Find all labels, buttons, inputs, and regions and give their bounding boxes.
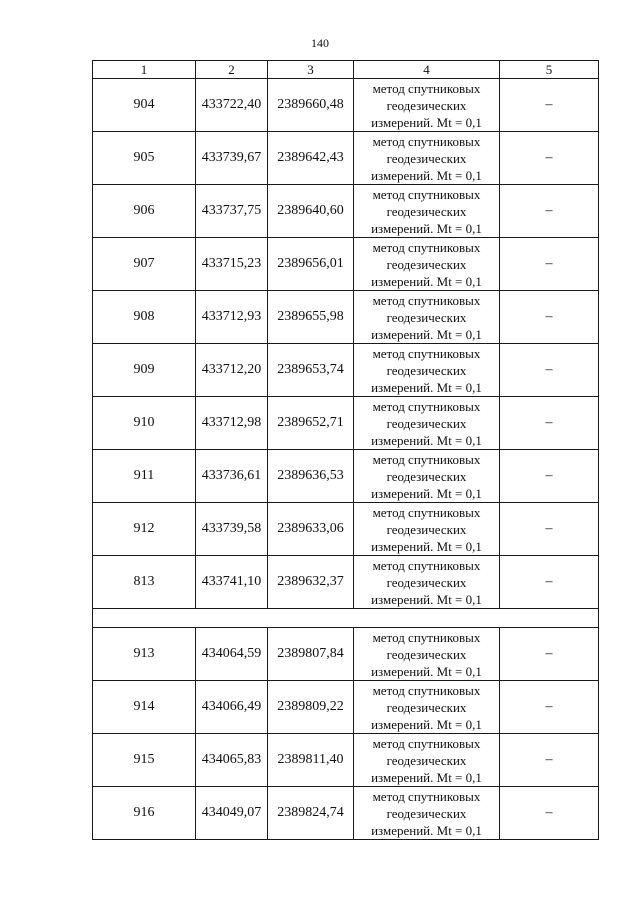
method-line: геодезических	[386, 574, 467, 590]
method-line: метод спутниковых	[372, 788, 481, 804]
point-number: 813	[93, 556, 196, 609]
table-row	[93, 556, 599, 609]
column-header: 5	[500, 61, 599, 79]
method-line: измерений. Mt = 0,1	[371, 663, 482, 679]
page-number: 140	[311, 36, 329, 50]
method-line: измерений. Mt = 0,1	[371, 822, 482, 838]
method-line: измерений. Mt = 0,1	[371, 114, 482, 130]
point-number: 910	[93, 397, 196, 450]
method-line: метод спутниковых	[372, 398, 481, 414]
coordinate-y: 2389652,71	[268, 397, 354, 450]
column-header: 4	[354, 61, 500, 79]
point-number: 904	[93, 79, 196, 132]
method-line: геодезических	[386, 646, 467, 662]
coordinate-x: 433741,10	[196, 556, 268, 609]
description-cell: –	[500, 628, 599, 681]
method-line: геодезических	[386, 150, 467, 166]
method-line: измерений. Mt = 0,1	[371, 273, 482, 289]
method-line: геодезических	[386, 309, 467, 325]
method-cell	[354, 238, 500, 291]
method-line: геодезических	[386, 256, 467, 272]
method-line: геодезических	[386, 521, 467, 537]
point-number: 913	[93, 628, 196, 681]
table-row	[93, 344, 599, 397]
method-line: метод спутниковых	[372, 345, 481, 361]
method-line: метод спутниковых	[372, 186, 481, 202]
method-cell	[354, 503, 500, 556]
method-cell	[354, 132, 500, 185]
method-cell	[354, 734, 500, 787]
table-header-row	[93, 61, 599, 79]
point-number: 909	[93, 344, 196, 397]
method-line: измерений. Mt = 0,1	[371, 538, 482, 554]
method-cell	[354, 291, 500, 344]
coordinate-y: 2389809,22	[268, 681, 354, 734]
description-cell: –	[500, 734, 599, 787]
coordinate-y: 2389632,37	[268, 556, 354, 609]
point-number: 911	[93, 450, 196, 503]
point-number: 906	[93, 185, 196, 238]
method-line: геодезических	[386, 468, 467, 484]
coordinate-x: 433736,61	[196, 450, 268, 503]
method-cell	[354, 681, 500, 734]
description-cell: –	[500, 132, 599, 185]
method-line: метод спутниковых	[372, 682, 481, 698]
method-cell	[354, 79, 500, 132]
method-line: метод спутниковых	[372, 80, 481, 96]
method-line: геодезических	[386, 203, 467, 219]
method-line: измерений. Mt = 0,1	[371, 326, 482, 342]
column-header: 2	[196, 61, 268, 79]
coordinate-x: 433712,93	[196, 291, 268, 344]
coordinate-y: 2389811,40	[268, 734, 354, 787]
coordinate-y: 2389824,74	[268, 787, 354, 840]
description-cell: –	[500, 238, 599, 291]
method-line: измерений. Mt = 0,1	[371, 485, 482, 501]
coordinate-x: 433739,67	[196, 132, 268, 185]
table-row	[93, 185, 599, 238]
method-cell	[354, 787, 500, 840]
method-line: измерений. Mt = 0,1	[371, 167, 482, 183]
method-cell	[354, 628, 500, 681]
method-cell	[354, 450, 500, 503]
table-row	[93, 628, 599, 681]
method-line: измерений. Mt = 0,1	[371, 769, 482, 785]
method-line: метод спутниковых	[372, 629, 481, 645]
description-cell: –	[500, 503, 599, 556]
coordinate-x: 433739,58	[196, 503, 268, 556]
method-line: геодезических	[386, 97, 467, 113]
method-line: метод спутниковых	[372, 451, 481, 467]
description-cell: –	[500, 450, 599, 503]
method-cell	[354, 344, 500, 397]
method-line: геодезических	[386, 752, 467, 768]
table-row	[93, 79, 599, 132]
method-line: измерений. Mt = 0,1	[371, 379, 482, 395]
table-row	[93, 397, 599, 450]
method-line: геодезических	[386, 362, 467, 378]
point-number: 905	[93, 132, 196, 185]
method-line: метод спутниковых	[372, 735, 481, 751]
method-line: измерений. Mt = 0,1	[371, 432, 482, 448]
method-line: геодезических	[386, 805, 467, 821]
coordinate-y: 2389642,43	[268, 132, 354, 185]
table-row	[93, 238, 599, 291]
point-number: 914	[93, 681, 196, 734]
point-number: 907	[93, 238, 196, 291]
method-line: метод спутниковых	[372, 292, 481, 308]
table-row	[93, 734, 599, 787]
section-separator-row	[93, 609, 599, 628]
coordinate-x: 433737,75	[196, 185, 268, 238]
coordinate-y: 2389656,01	[268, 238, 354, 291]
coordinate-x: 434066,49	[196, 681, 268, 734]
coordinate-x: 433722,40	[196, 79, 268, 132]
coordinate-x: 433715,23	[196, 238, 268, 291]
description-cell: –	[500, 79, 599, 132]
method-line: измерений. Mt = 0,1	[371, 716, 482, 732]
description-cell: –	[500, 787, 599, 840]
table-row	[93, 681, 599, 734]
table-row	[93, 450, 599, 503]
coordinates-table	[92, 60, 599, 840]
coordinate-x: 433712,98	[196, 397, 268, 450]
coordinate-y: 2389660,48	[268, 79, 354, 132]
description-cell: –	[500, 556, 599, 609]
method-line: метод спутниковых	[372, 239, 481, 255]
coordinate-y: 2389655,98	[268, 291, 354, 344]
table-row	[93, 787, 599, 840]
method-line: измерений. Mt = 0,1	[371, 220, 482, 236]
coordinate-x: 434064,59	[196, 628, 268, 681]
table-row	[93, 132, 599, 185]
description-cell: –	[500, 681, 599, 734]
description-cell: –	[500, 344, 599, 397]
method-cell	[354, 185, 500, 238]
description-cell: –	[500, 291, 599, 344]
point-number: 908	[93, 291, 196, 344]
column-header: 1	[93, 61, 196, 79]
method-line: метод спутниковых	[372, 504, 481, 520]
coordinate-x: 433712,20	[196, 344, 268, 397]
method-line: геодезических	[386, 699, 467, 715]
coordinate-y: 2389807,84	[268, 628, 354, 681]
point-number: 916	[93, 787, 196, 840]
coordinate-x: 434065,83	[196, 734, 268, 787]
coordinate-y: 2389636,53	[268, 450, 354, 503]
coordinate-y: 2389640,60	[268, 185, 354, 238]
coordinate-y: 2389633,06	[268, 503, 354, 556]
method-line: метод спутниковых	[372, 133, 481, 149]
coordinate-y: 2389653,74	[268, 344, 354, 397]
coordinate-x: 434049,07	[196, 787, 268, 840]
method-line: измерений. Mt = 0,1	[371, 591, 482, 607]
column-header: 3	[268, 61, 354, 79]
method-line: геодезических	[386, 415, 467, 431]
table-row	[93, 291, 599, 344]
method-line: метод спутниковых	[372, 557, 481, 573]
method-cell	[354, 556, 500, 609]
point-number: 912	[93, 503, 196, 556]
description-cell: –	[500, 185, 599, 238]
table-row	[93, 503, 599, 556]
separator-cell	[93, 609, 599, 628]
point-number: 915	[93, 734, 196, 787]
description-cell: –	[500, 397, 599, 450]
method-cell	[354, 397, 500, 450]
